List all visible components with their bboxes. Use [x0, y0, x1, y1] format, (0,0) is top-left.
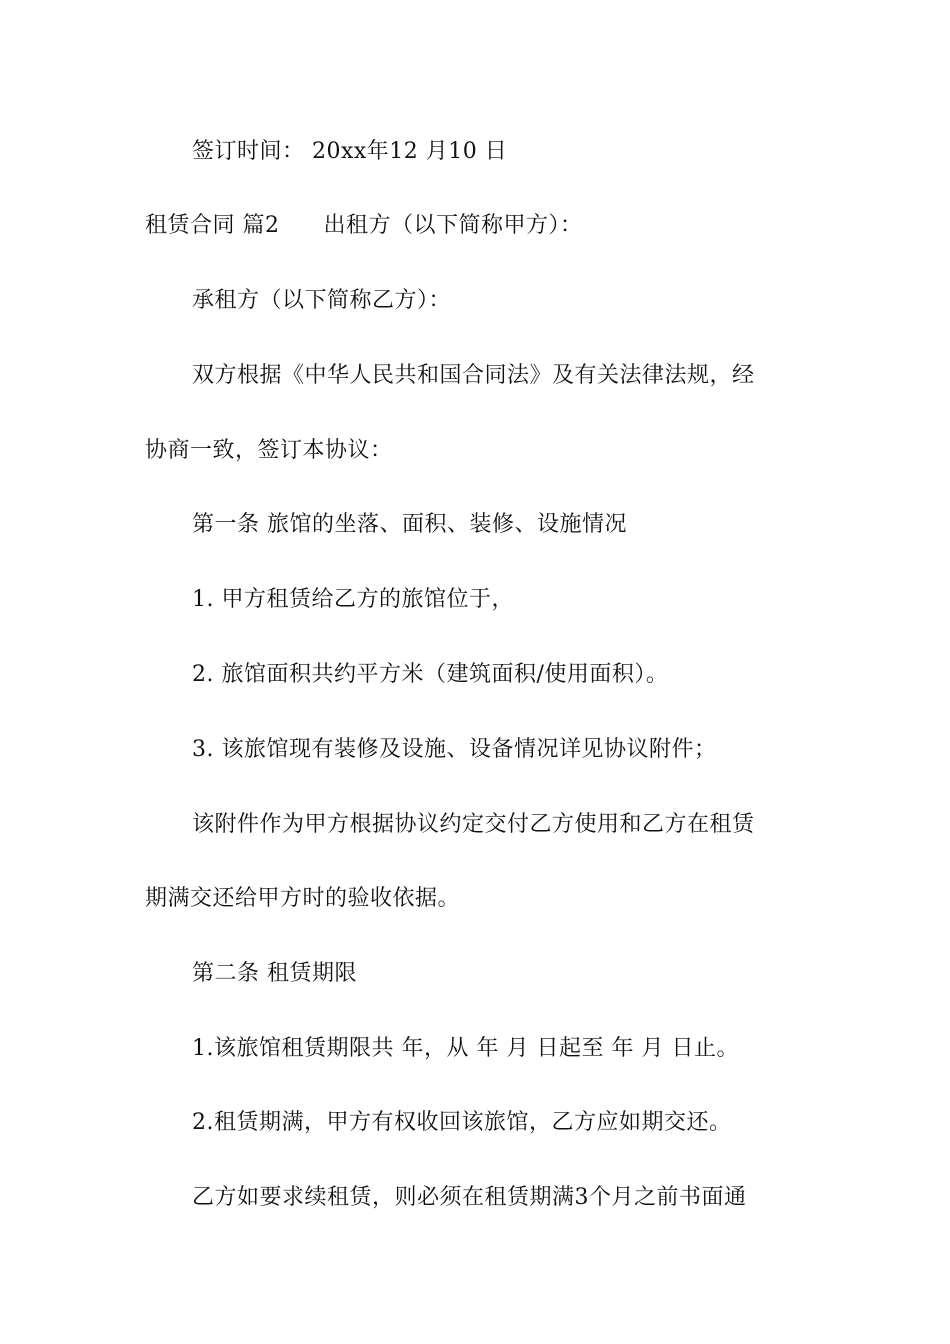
preamble-line-1: 双方根据《中华人民共和国合同法》及有关法律法规，经	[192, 363, 755, 388]
article-2-heading: 第二条 租赁期限	[192, 961, 357, 986]
renewal-clause-line-1: 乙方如要求续租赁，则必须在租赁期满3个月之前书面通	[192, 1185, 747, 1210]
attachment-clause-line-2: 期满交还给甲方时的验收依据。	[145, 886, 461, 911]
article-2-item-2: 2.租赁期满，甲方有权收回该旅馆，乙方应如期交还。	[192, 1110, 732, 1135]
lessee-label: 承租方（以下简称乙方）：	[192, 288, 452, 313]
article-1-item-1: 1. 甲方租赁给乙方的旅馆位于，	[192, 587, 514, 612]
preamble-line-2: 协商一致，签订本协议：	[145, 438, 393, 463]
contract-heading-line	[145, 211, 583, 241]
attachment-clause-line-1: 该附件作为甲方根据协议约定交付乙方使用和乙方在租赁	[192, 812, 755, 837]
article-2-item-1: 1.该旅馆租赁期限共 年，从 年 月 日起至 年 月 日止。	[192, 1036, 739, 1061]
lessor-label: 出租方（以下简称甲方）：	[323, 213, 583, 238]
article-1-item-3: 3. 该旅馆现有装修及设施、设备情况详见协议附件；	[192, 737, 717, 762]
contract-title: 租赁合同 篇2	[145, 213, 280, 238]
article-1-item-2: 2. 旅馆面积共约平方米（建筑面积/使用面积）。	[192, 662, 669, 687]
article-1-heading: 第一条 旅馆的坐落、面积、装修、设施情况	[192, 512, 627, 537]
signing-date: 签订时间： 20xx年12 月10 日	[192, 139, 508, 164]
